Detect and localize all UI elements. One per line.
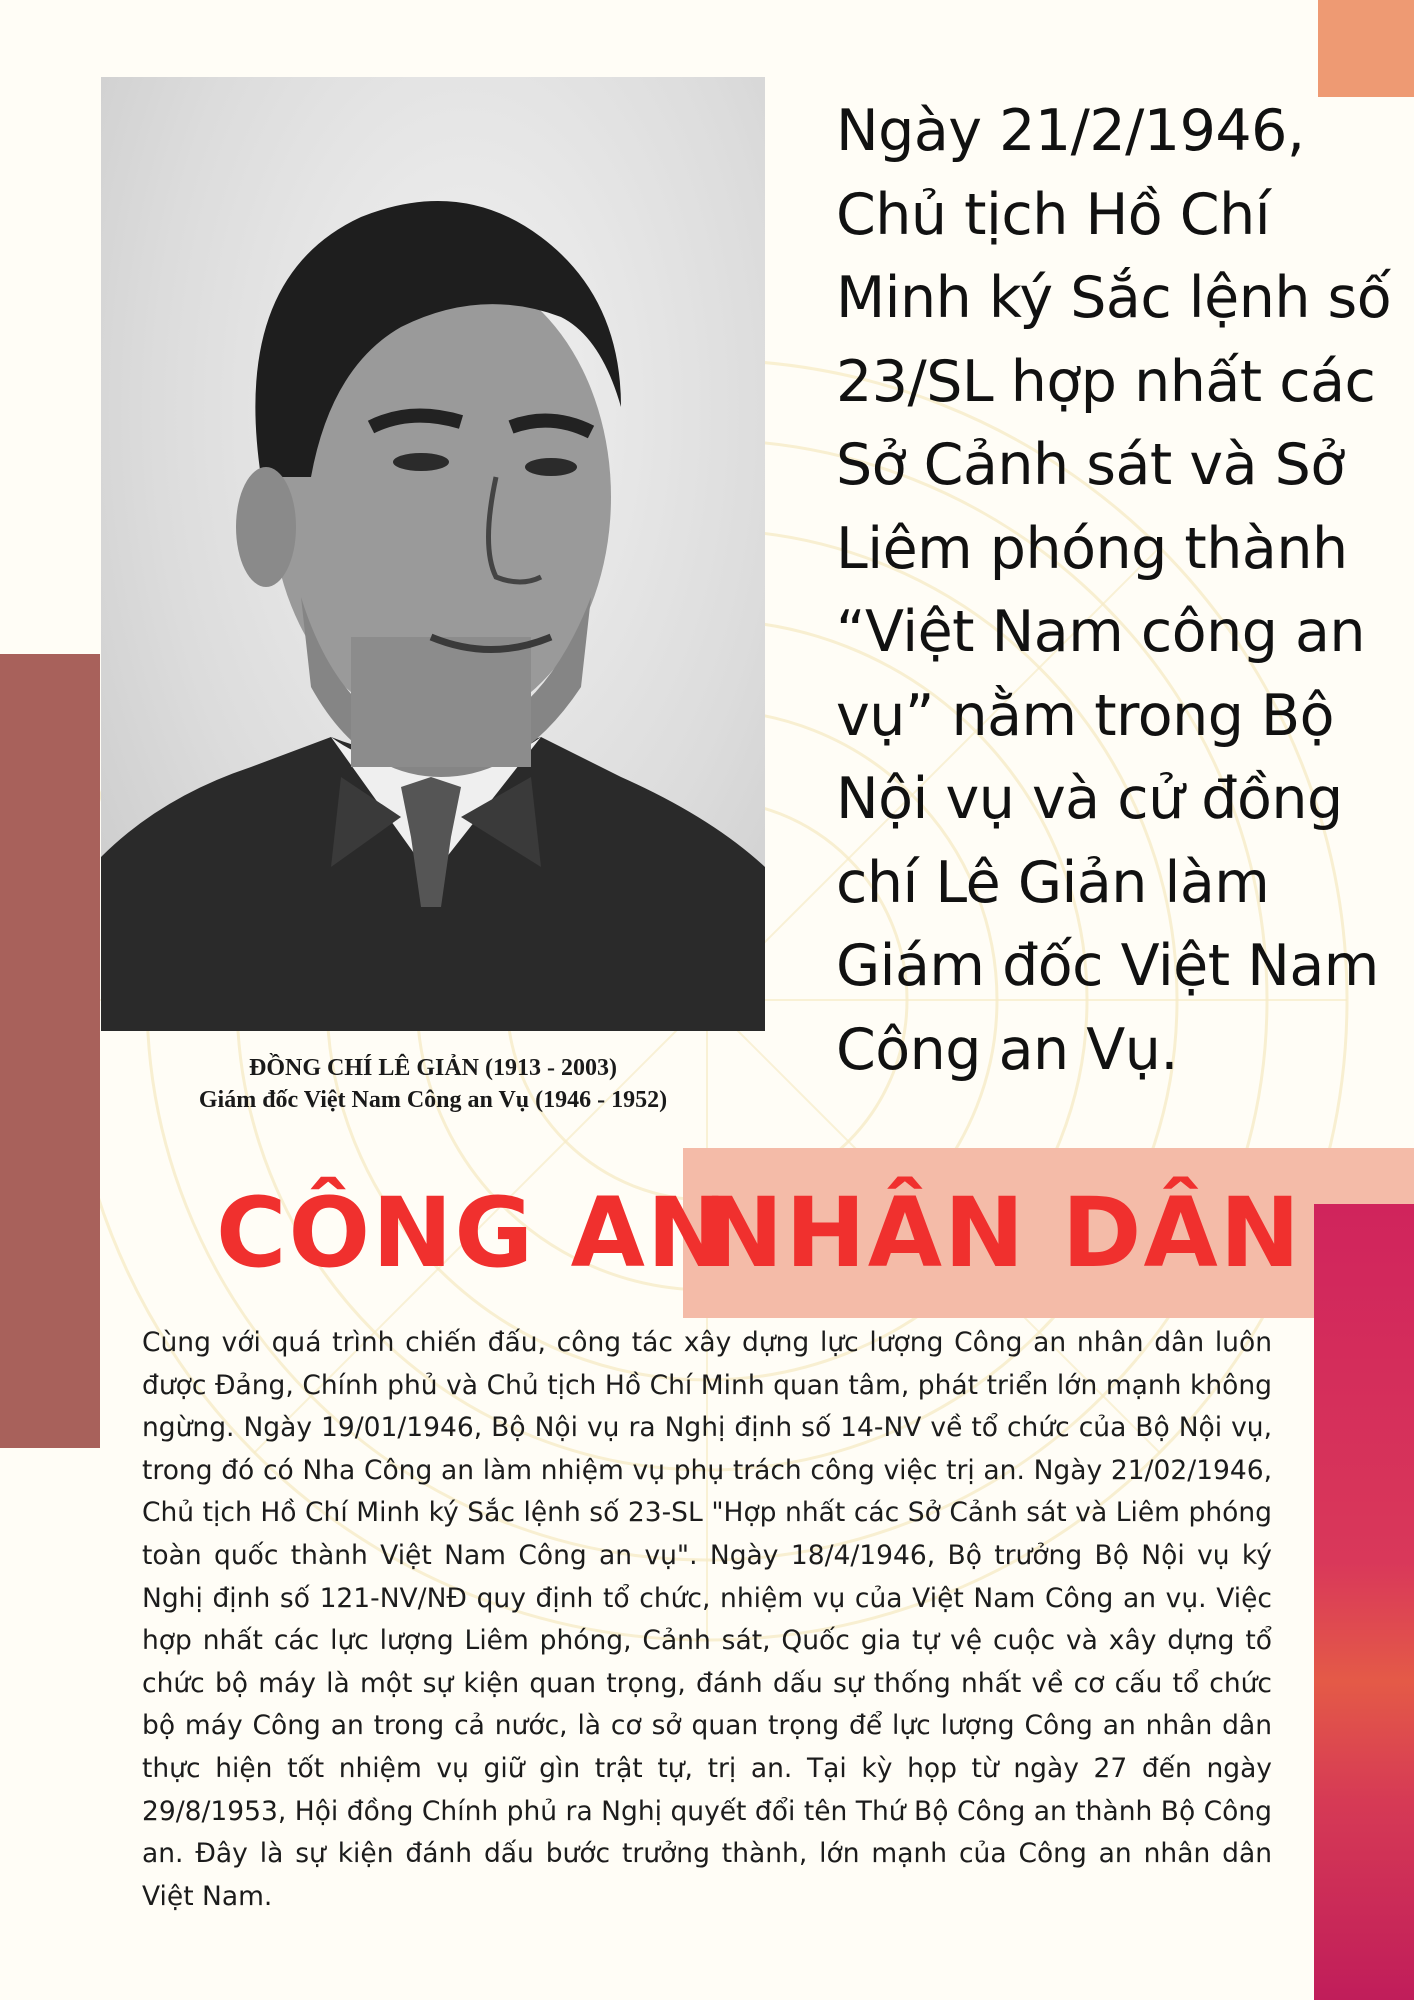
portrait-photo-icon xyxy=(101,77,765,1031)
photo-caption-line1: ĐỒNG CHÍ LÊ GIẢN (1913 - 2003) xyxy=(248,1055,617,1081)
decor-block-right xyxy=(1314,1204,1414,2000)
portrait-photo xyxy=(101,77,765,1031)
decor-block-left xyxy=(0,654,100,1448)
photo-caption-line2: Giám đốc Việt Nam Công an Vụ (1946 - 1952) xyxy=(198,1087,668,1113)
photo-caption xyxy=(101,1052,765,1116)
body-paragraph: Cùng với quá trình chiến đấu, công tác xây dựng lực lượng Công an nhân dân luôn được Đảng, Chính phủ và Chủ tịch Hồ Chí Minh quan tâm, phát triển lớn mạnh không ngừng. Ngày 19/01/1946, Bộ Nội vụ ra Nghị định số 14-NV về tổ chức của Bộ Nội vụ, trong đó có Nha Công an làm nhiệm vụ phụ trách công việc trị an. Ngày 21/02/1946, Chủ tịch Hồ Chí Minh ký Sắc lệnh số 23-SL "Hợp nhất các Sở Cảnh sát và Liêm phóng toàn quốc thành Việt Nam Công an vụ". Ngày 18/4/1946, Bộ trưởng Bộ Nội vụ ký Nghị định số 121-NV/NĐ quy định tổ chức, nhiệm vụ của Việt Nam Công an vụ. Việc hợp nhất các lực lượng Liêm phóng, Cảnh sát, Quốc gia tự vệ cuộc và xây dựng tổ chức bộ máy là một sự kiện quan trọng, đánh dấu sự thống nhất về cơ cấu tổ chức bộ máy Công an trong cả nước, là cơ sở quan trọng để lực lượng Công an nhân dân thực hiện tốt nhiệm vụ giữ gìn trật tự, trị an. Tại kỳ họp từ ngày 27 đến ngày 29/8/1953, Hội đồng Chính phủ ra Nghị quyết đổi tên Thứ Bộ Công an thành Bộ Công an. Đây là sự kiện đánh dấu bước trưởng thành, lớn mạnh của Công an nhân dân Việt Nam. xyxy=(142,1327,1272,1912)
page-title-part1: CÔNG AN xyxy=(216,1177,730,1289)
decor-block-top-right xyxy=(1318,0,1414,97)
page-title-part2: NHÂN DÂN xyxy=(703,1177,1303,1289)
intro-text: Ngày 21/2/1946, Chủ tịch Hồ Chí Minh ký Sắc lệnh số 23/SL hợp nhất các Sở Cảnh sát và Sở Liêm phóng thành “Việt Nam công an vụ” nằm trong Bộ Nội vụ và cử đồng chí Lê Giản làm Giám đốc Việt Nam Công an Vụ. xyxy=(836,98,1392,1083)
